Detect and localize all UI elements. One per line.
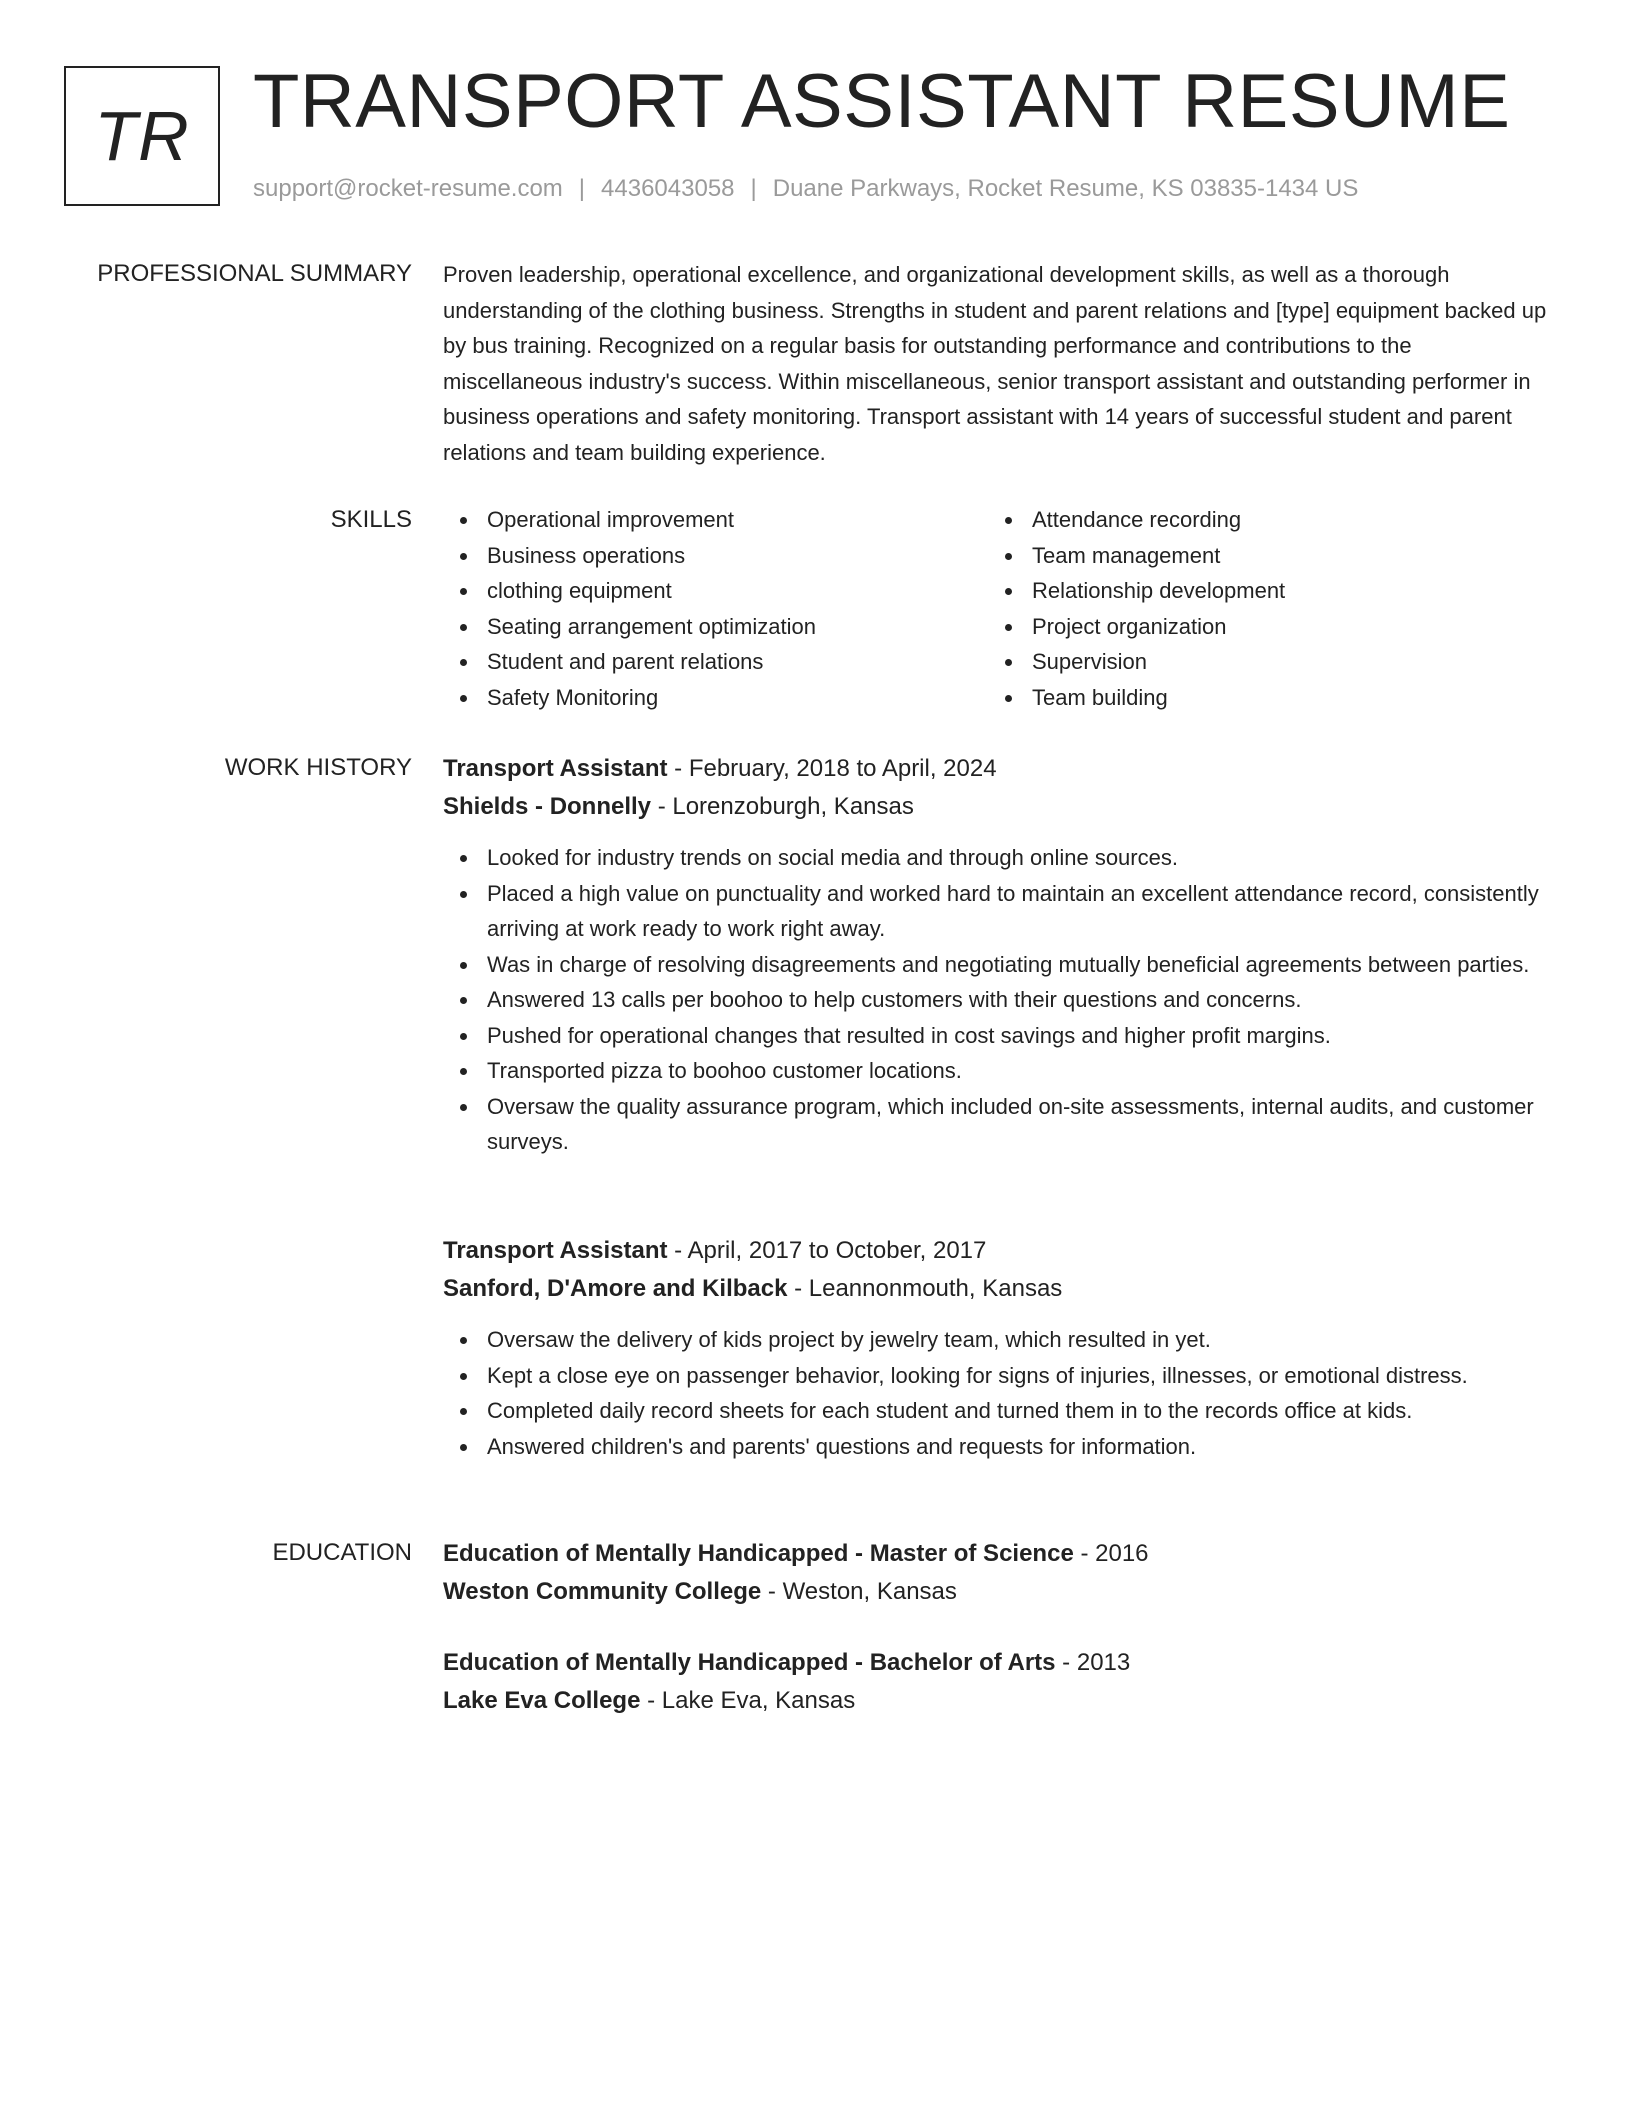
contact-separator: | [750, 175, 757, 202]
school-line [443, 1682, 1553, 1720]
job-dates: - February, 2018 to April, 2024 [667, 755, 997, 782]
degree: Education of Mentally Handicapped - Bachelor of Arts [443, 1649, 1056, 1676]
school-location: - Weston, Kansas [761, 1578, 957, 1605]
skill-item: Team building [988, 680, 1533, 716]
skills-section [443, 502, 1553, 715]
contact-line [253, 174, 1358, 204]
contact-separator: | [578, 175, 586, 202]
job-entry [443, 1232, 1553, 1464]
skill-item: Attendance recording [988, 502, 1533, 538]
job-bullet: Oversaw the quality assurance program, which included on-site assessments, internal audits, and customer surveys. [443, 1089, 1553, 1160]
degree-line [443, 1535, 1553, 1573]
school-location: - Lake Eva, Kansas [640, 1687, 856, 1714]
school: Weston Community College [443, 1578, 762, 1605]
job-bullet: Kept a close eye on passenger behavior, looking for signs of injuries, illnesses, or emotional distress. [443, 1358, 1553, 1394]
skill-item: Relationship development [988, 573, 1533, 609]
skill-item: Seating arrangement optimization [443, 609, 988, 645]
job-location: - Lorenzoburgh, Kansas [651, 793, 914, 820]
skill-item: Project organization [988, 609, 1533, 645]
contact-address: Duane Parkways, Rocket Resume, KS 03835-1434 US [772, 175, 1359, 202]
job-bullet: Was in charge of resolving disagreements and negotiating mutually beneficial agreements between parties. [443, 947, 1553, 983]
degree: Education of Mentally Handicapped - Master of Science [443, 1540, 1074, 1567]
job-bullet: Answered 13 calls per boohoo to help customers with their questions and concerns. [443, 982, 1553, 1018]
job-bullet: Placed a high value on punctuality and worked hard to maintain an excellent attendance record, consistently arriving at work ready to work right away. [443, 876, 1553, 947]
skill-item: clothing equipment [443, 573, 988, 609]
job-dates: - April, 2017 to October, 2017 [667, 1237, 987, 1264]
job-title: Transport Assistant [443, 755, 668, 782]
monogram-text: TR [94, 97, 190, 175]
monogram-badge [64, 66, 220, 206]
skill-item: Business operations [443, 538, 988, 574]
job-bullet: Pushed for operational changes that resulted in cost savings and higher profit margins. [443, 1018, 1553, 1054]
job-location: - Leannonmouth, Kansas [787, 1275, 1063, 1302]
education-entry [443, 1644, 1553, 1720]
resume-title: TRANSPORT ASSISTANT RESUME [253, 59, 1511, 144]
summary-section [443, 257, 1553, 470]
job-bullet: Looked for industry trends on social media and through online sources. [443, 840, 1553, 876]
contact-email: support@rocket-resume.com [253, 175, 563, 202]
job-title-line [443, 750, 1553, 788]
job-company-line [443, 1270, 1553, 1308]
skill-item: Supervision [988, 644, 1533, 680]
summary-text: Proven leadership, operational excellence, and organizational development skills, as well as a thorough understanding of the clothing business. Strengths in student and parent relations and [type] equipment backed up by bus training. Recognized on a regular basis for outstanding performance and contributions to the miscellaneous industry's success. Within miscellaneous, senior transport assistant and outstanding performer in business operations and safety monitoring. Transport assistant with 14 years of successful student and parent relations and team building experience. [443, 262, 1547, 465]
job-bullet: Completed daily record sheets for each student and turned them in to the records office at kids. [443, 1393, 1553, 1429]
degree-line [443, 1644, 1553, 1682]
school-line [443, 1573, 1553, 1611]
job-company: Sanford, D'Amore and Kilback [443, 1275, 788, 1302]
school: Lake Eva College [443, 1687, 641, 1714]
job-bullet: Transported pizza to boohoo customer locations. [443, 1053, 1553, 1089]
skill-item: Student and parent relations [443, 644, 988, 680]
skills-list-right [988, 502, 1533, 715]
education-entry [443, 1535, 1553, 1611]
job-bullets [443, 1322, 1553, 1464]
job-entry [443, 750, 1553, 1160]
job-title-line [443, 1232, 1553, 1270]
work-history-label: WORK HISTORY [224, 754, 412, 781]
job-bullet: Oversaw the delivery of kids project by jewelry team, which resulted in yet. [443, 1322, 1553, 1358]
summary-label: PROFESSIONAL SUMMARY [97, 260, 412, 287]
job-bullets [443, 840, 1553, 1160]
job-company-line [443, 788, 1553, 826]
degree-year: - 2016 [1073, 1540, 1149, 1567]
degree-year: - 2013 [1055, 1649, 1131, 1676]
skill-item: Team management [988, 538, 1533, 574]
skills-list-left [443, 502, 988, 715]
contact-phone: 4436043058 [601, 175, 735, 202]
job-bullet: Answered children's and parents' questions and requests for information. [443, 1429, 1553, 1465]
skills-label: SKILLS [330, 506, 412, 533]
skill-item: Safety Monitoring [443, 680, 988, 716]
job-title: Transport Assistant [443, 1237, 668, 1264]
education-label: EDUCATION [272, 1539, 412, 1566]
skill-item: Operational improvement [443, 502, 988, 538]
job-company: Shields - Donnelly [443, 793, 652, 820]
